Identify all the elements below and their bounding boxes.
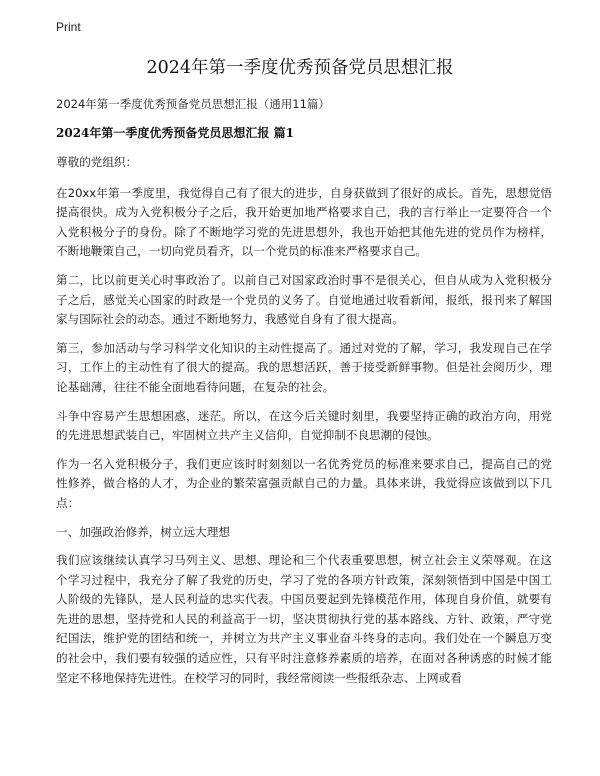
document-title: 2024年第一季度优秀预备党员思想汇报 <box>146 58 454 78</box>
paragraph-2: 第二，比以前更关心时事政治了。以前自己对国家政治时事不是很关心，但自从成为入党积极分子之后，感觉关心国家的时政是一个党员的义务了。自觉地通过收看新闻，报纸，报刊来了解国家与国际社会的动态。通过不断地努力，我感觉自身有了很大提高。 <box>56 272 552 327</box>
salutation: 尊敬的党组织： <box>56 155 138 169</box>
subsection-heading: 一、加强政治修养，树立远大理想 <box>56 524 230 539</box>
paragraph-6: 我们应该继续认真学习马列主义、思想、理论和三个代表重要思想，树立社会主义荣辱观。在这个学习过程中，我充分了解了我党的历史，学习了党的各项方针政策，深刻领悟到中国是中国工人阶级的先锋队，是人民利益的忠实代表。中国员要起到先锋模范作用，体现自身价值，就要有先进的思想，坚持党和人民的利益高于一切，坚决贯彻执行党的基本路线、方针、政策，严守党纪国法，维护党的团结和统一，并树立为共产主义事业奋斗终身的志向。我们处在一个瞬息万变的社会中，我们要有较强的适应性，只有平时注意修养素质的培养，在面对各种诱惑的时候才能坚定不移地保持先进性。在校学习的同时，我经常阅读一些报纸杂志、上网或看 <box>56 553 552 685</box>
section-heading: 2024年第一季度优秀预备党员思想汇报 篇1 <box>56 126 294 140</box>
document-body <box>56 153 552 697</box>
paragraph-5: 作为一名入党积极分子，我们更应该时时刻刻以一名优秀党员的标准来要求自己，提高自己的党性修养，做合格的人才，为企业的繁荣富强贡献自己的力量。具体来讲，我觉得应该做到以下几点： <box>56 456 552 510</box>
paragraph-4: 斗争中容易产生思想困惑，迷茫。所以，在这今后关键时刻里，我要坚持正确的政治方向，用党的先进思想武装自己，牢固树立共产主义信仰，自觉抑制不良思潮的侵蚀。 <box>56 408 552 443</box>
print-link[interactable]: Print <box>56 20 81 34</box>
paragraph-3: 第三，参加活动与学习科学文化知识的主动性提高了。通过对党的了解，学习，我发现自己在学习，工作上的主动性有了很大的提高。我的思想活跃，善于接受新鲜事物。但是社会阅历少，理论基础薄，往往不能全面地看待问题，在复杂的社会。 <box>56 340 552 394</box>
paragraph-1: 在20xx年第一季度里，我觉得自己有了很大的进步，自身获做到了很好的成长。首先，思想觉悟提高很快。成为入党积极分子之后，我开始更加地严格要求自己，我的言行举止一定要符合一个入党积极分子的身份。除了不断地学习党的先进思想外，我也开始把其他先进的党员作为榜样，不断地鞭策自己，一切向党员看齐，以一个党员的标准来严格要求自己。 <box>56 185 552 259</box>
document-subtitle: 2024年第一季度优秀预备党员思想汇报（通用11篇） <box>56 97 330 111</box>
